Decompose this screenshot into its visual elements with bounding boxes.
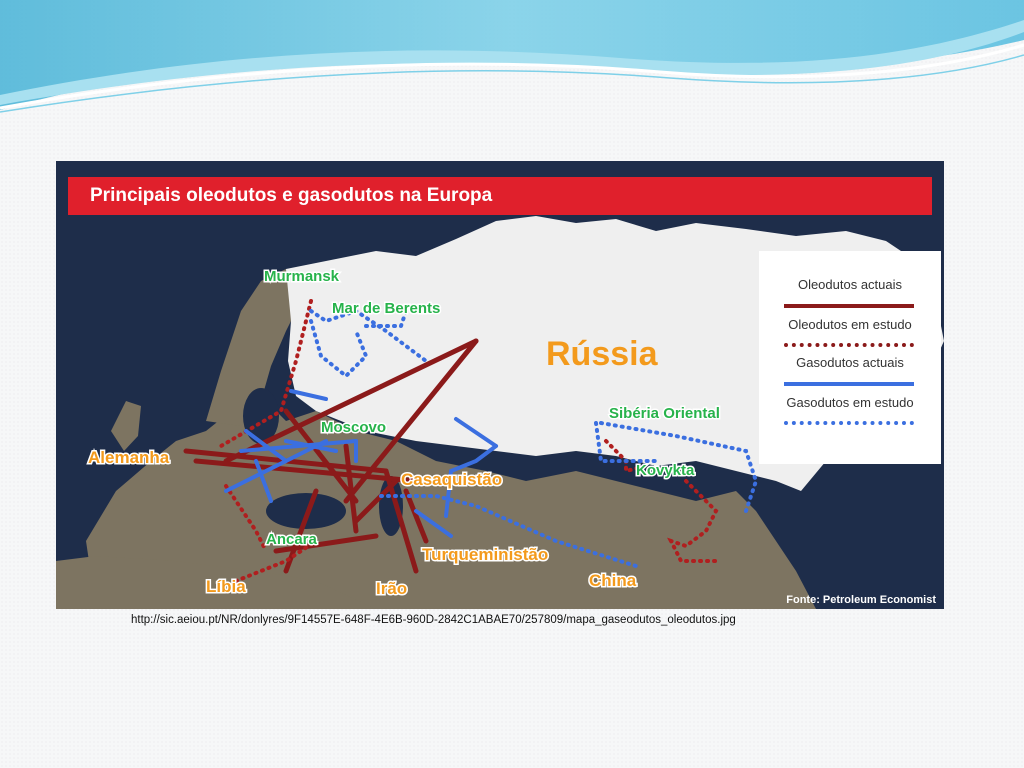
label-murmansk: Murmansk — [264, 268, 340, 285]
pipeline-map — [56, 161, 944, 609]
label-barents-sea: Mar de Berents — [332, 300, 441, 317]
map-legend — [759, 251, 941, 464]
legend-swatch-gas-current — [784, 382, 914, 386]
legend-swatch-oil-current — [784, 304, 914, 308]
label-kazakhstan: Casaquistão — [401, 470, 503, 489]
label-china: China — [589, 571, 637, 590]
map-source: Fonte: Petroleum Economist — [786, 594, 936, 606]
label-germany: Alemanha — [88, 448, 170, 467]
map-title: Principais oleodutos e gasodutos na Europa — [68, 177, 932, 215]
image-url-caption: http://sic.aeiou.pt/NR/donlyres/9F14557E-648F-4E6B-960D-2842C1ABAE70/257809/mapa_gaseodutos_oleodutos.jpg — [131, 614, 736, 626]
label-russia: Rússia — [546, 335, 658, 373]
legend-item-gas-planned — [759, 395, 941, 410]
legend-item-gas-current — [759, 355, 941, 370]
legend-label: Oleodutos em estudo — [788, 317, 912, 332]
legend-swatch-gas-planned — [784, 421, 914, 425]
legend-swatch-oil-planned — [784, 343, 914, 347]
label-ankara: Ancara — [266, 531, 317, 548]
label-moscow: Moscovo — [321, 419, 387, 436]
legend-label: Gasodutos actuais — [796, 355, 904, 370]
label-east-siberia: Sibéria Oriental — [609, 405, 720, 422]
legend-label: Gasodutos em estudo — [786, 395, 914, 410]
label-libya: Líbia — [206, 577, 246, 596]
legend-item-oil-current — [759, 277, 941, 292]
label-iran: Irão — [376, 579, 408, 598]
label-turkmenistan: Turqueministão — [422, 545, 549, 564]
legend-label: Oleodutos actuais — [797, 277, 903, 292]
slide-header-waves — [0, 0, 1024, 120]
legend-item-oil-planned — [759, 317, 941, 332]
label-kovykta: Kovykta — [636, 462, 695, 479]
